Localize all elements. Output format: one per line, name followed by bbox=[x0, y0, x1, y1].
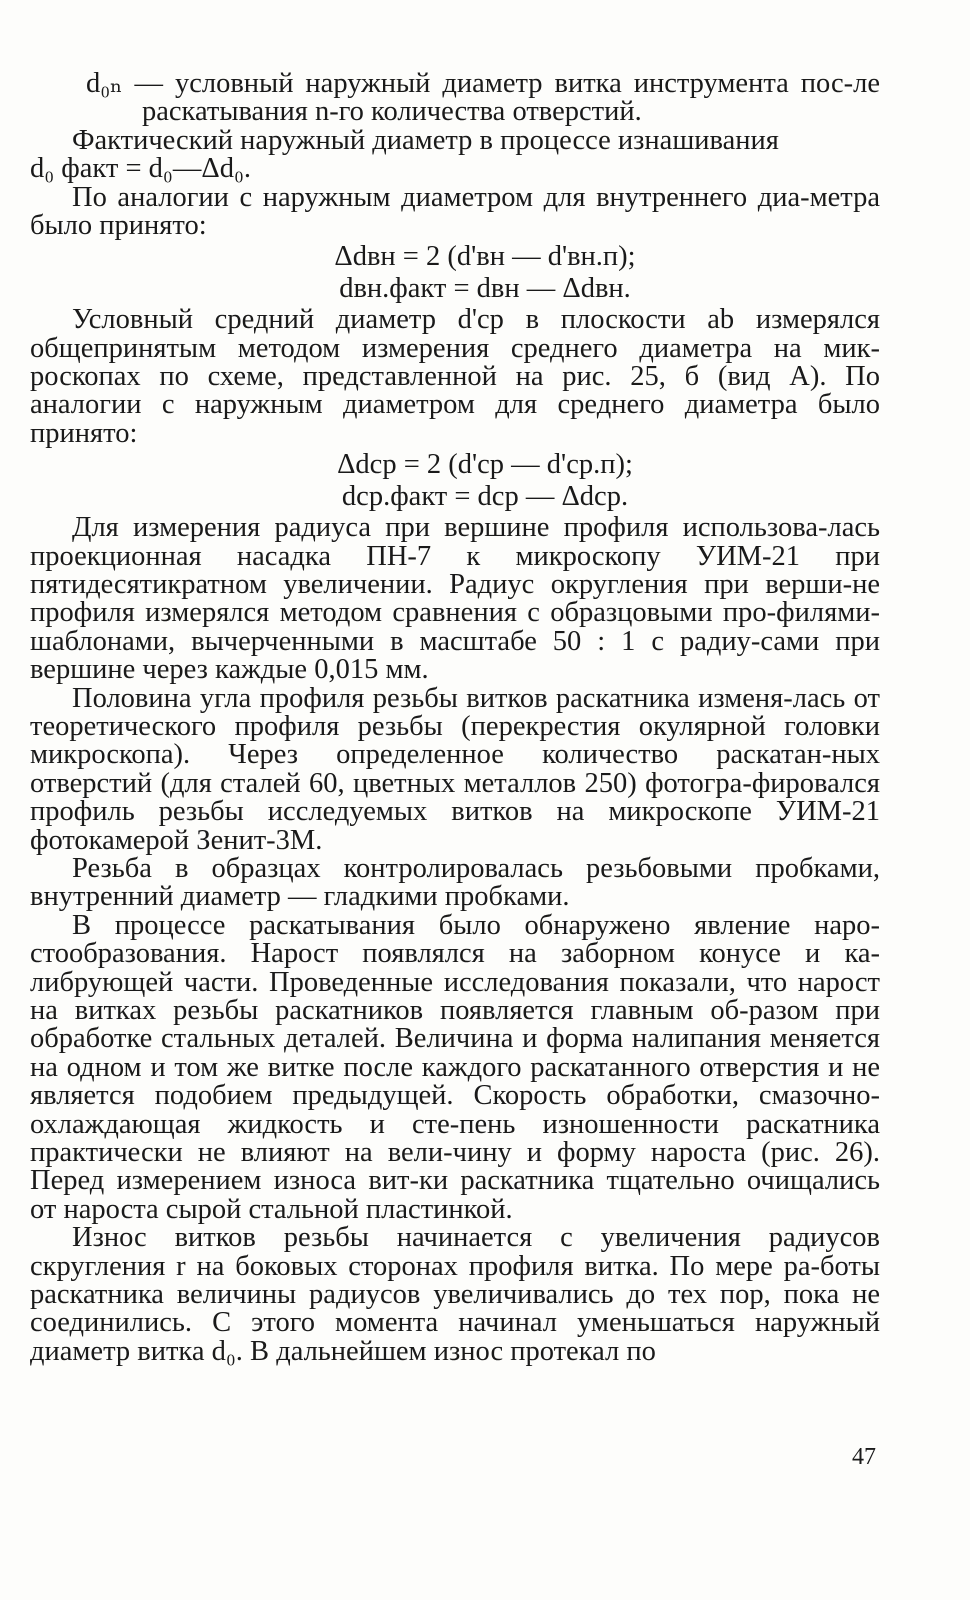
paragraph-inner-diameter: По аналогии с наружным диаметром для внутреннего диа-метра было принято: bbox=[30, 181, 880, 242]
paragraph-wear: Износ витков резьбы начинается с увеличения радиусов скругления r на боковых сторонах профиля витка. По мере ра-боты раскатника величины радиусов увеличивались до тех пор, пока не соединились. С этого момента начинал уменьшаться наружный диаметр витка d₀. В дальнейшем износ протекал по bbox=[30, 1222, 880, 1367]
definition-d0n: d₀ₙ — условный наружный диаметр витка инструмента пос-ле раскатывания n-го количества отверстий. bbox=[86, 68, 880, 128]
formula-d0-actual: d₀ факт = d₀—Δd₀. bbox=[30, 153, 252, 185]
paragraph-thread-control: Резьба в образцах контролировалась резьбовыми пробками, внутренний диаметр — гладкими пробками. bbox=[30, 852, 880, 913]
formula-delta-dsr: Δdср = 2 (d'ср — d'ср.п); bbox=[337, 449, 633, 481]
paragraph-actual-outer-diameter: Фактический наружный диаметр в процессе изнашивания bbox=[72, 124, 779, 156]
paragraph-radius-measurement: Для измерения радиуса при вершине профиля использова-лась проекционная насадка ПН-7 к микроскопу УИМ-21 при пятидесятикратном увеличении. Радиус округления при верши-не профиля измерялся методом сравнения с образцовыми про-филями-шаблонами, вычерченными в масштабе 50 : 1 с радиу-сами при вершине через каждые 0,015 мм. bbox=[30, 512, 880, 686]
formula-dsr-actual: dср.факт = dср — Δdср. bbox=[341, 480, 629, 512]
page-body bbox=[30, 70, 880, 1366]
formula-dvn-actual: dвн.факт = dвн — Δdвн. bbox=[339, 272, 631, 304]
page-number: 47 bbox=[852, 1444, 876, 1470]
paragraph-mean-diameter: Условный средний диаметр d'ср в плоскости ab измерялся общепринятым методом измерения среднего диаметра на мик-роскопах по схеме, представленной на рис. 25, б (вид A). По аналогии с наружным диаметром для среднего диаметра было принято: bbox=[30, 304, 880, 449]
paragraph-build-up: В процессе раскатывания было обнаружено явление наро-стообразования. Нарост появлялся на заборном конусе и ка-либрующей части. Проведенные исследования показали, что нарост на витках резьбы раскатников появляется главным об-разом при обработке стальных деталей. Величина и форма налипания меняется на одном и том же витке после каждого раскатанного отверстия и не является подобием предыдущей. Скорость обработки, смазочно-охлаждающая жидкость и сте-пень изношенности раскатника практически не влияют на вели-чину и форму нароста (рис. 26). Перед измерением износа вит-ки раскатника тщательно очищались от нароста сырой стальной пластинкой. bbox=[30, 909, 880, 1225]
formula-delta-dvn: Δdвн = 2 (d'вн — d'вн.п); bbox=[334, 241, 636, 273]
paragraph-profile-half-angle: Половина угла профиля резьбы витков раскатника изменя-лась от теоретического профиля резьбы (перекрестия окулярной головки микроскопа). Через определенное количество раскатан-ных отверстий (для сталей 60, цветных металлов 250) фотогра-фировался профиль резьбы исследуемых витков на микроскопе УИМ-21 фотокамерой Зенит-3М. bbox=[30, 682, 880, 856]
